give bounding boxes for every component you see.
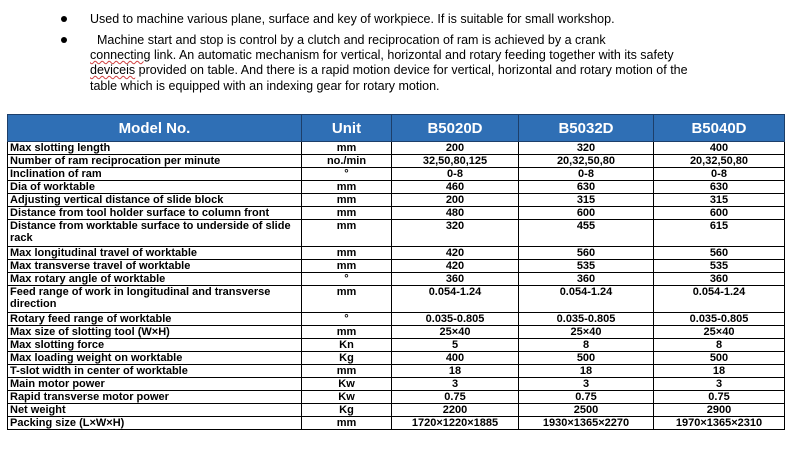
value-cell-b5040d: 8	[654, 339, 785, 352]
value-cell-b5020d: 5	[392, 339, 519, 352]
spec-name-cell: Max longitudinal travel of worktable	[8, 247, 302, 260]
spec-name-cell: Feed range of work in longitudinal and transverse direction	[8, 286, 302, 313]
spec-name-cell: T-slot width in center of worktable	[8, 365, 302, 378]
value-cell-b5032d: 320	[519, 142, 654, 155]
value-cell-b5020d: 360	[392, 273, 519, 286]
unit-cell: °	[302, 313, 392, 326]
spec-name-cell: Rotary feed range of worktable	[8, 313, 302, 326]
bullet-text-2-line-2	[90, 48, 674, 62]
table-row	[8, 352, 785, 365]
spec-name-cell: Distance from worktable surface to underside of slide rack	[8, 220, 302, 247]
value-cell-b5020d: 200	[392, 194, 519, 207]
value-cell-b5040d: 0.75	[654, 391, 785, 404]
value-cell-b5032d: 0.035-0.805	[519, 313, 654, 326]
spec-name-cell: Distance from tool holder surface to column front	[8, 207, 302, 220]
value-cell-b5040d: 3	[654, 378, 785, 391]
value-cell-b5040d: 315	[654, 194, 785, 207]
unit-cell: mm	[302, 326, 392, 339]
table-row	[8, 326, 785, 339]
spec-name-cell: Number of ram reciprocation per minute	[8, 155, 302, 168]
spec-name-cell: Max loading weight on worktable	[8, 352, 302, 365]
value-cell-b5032d: 360	[519, 273, 654, 286]
bullet-icon	[61, 37, 67, 43]
unit-cell: mm	[302, 365, 392, 378]
table-row	[8, 417, 785, 430]
header-b5020d: B5020D	[392, 115, 519, 142]
spec-name-cell: Inclination of ram	[8, 168, 302, 181]
value-cell-b5032d: 535	[519, 260, 654, 273]
spec-name-cell: Main motor power	[8, 378, 302, 391]
table-row	[8, 286, 785, 313]
bullet-text-2-line-1: Machine start and stop is control by a clutch and reciprocation of ram is achieved by a crank	[97, 33, 606, 47]
spec-table	[7, 114, 785, 430]
bullet-text-2-line-3-rest: provided on table. And there is a rapid motion device for vertical, horizontal and rotary motion of the	[135, 63, 688, 77]
table-row	[8, 181, 785, 194]
value-cell-b5040d: 600	[654, 207, 785, 220]
value-cell-b5040d: 0-8	[654, 168, 785, 181]
table-row	[8, 378, 785, 391]
header-b5032d: B5032D	[519, 115, 654, 142]
table-row	[8, 142, 785, 155]
unit-cell: mm	[302, 220, 392, 247]
value-cell-b5032d: 2500	[519, 404, 654, 417]
table-row	[8, 168, 785, 181]
spec-name-cell: Max size of slotting tool (W×H)	[8, 326, 302, 339]
table-row	[8, 207, 785, 220]
table-row	[8, 220, 785, 247]
value-cell-b5020d: 32,50,80,125	[392, 155, 519, 168]
bullet-text-2-line-3	[90, 63, 688, 77]
value-cell-b5032d: 3	[519, 378, 654, 391]
table-row	[8, 339, 785, 352]
spec-name-cell: Max rotary angle of worktable	[8, 273, 302, 286]
value-cell-b5040d: 0.035-0.805	[654, 313, 785, 326]
value-cell-b5032d: 1930×1365×2270	[519, 417, 654, 430]
value-cell-b5020d: 320	[392, 220, 519, 247]
table-row	[8, 273, 785, 286]
value-cell-b5040d: 560	[654, 247, 785, 260]
spec-name-cell: Dia of worktable	[8, 181, 302, 194]
spec-name-cell: Max slotting length	[8, 142, 302, 155]
value-cell-b5032d: 20,32,50,80	[519, 155, 654, 168]
unit-cell: mm	[302, 417, 392, 430]
value-cell-b5032d: 560	[519, 247, 654, 260]
table-row	[8, 365, 785, 378]
unit-cell: Kn	[302, 339, 392, 352]
unit-cell: no./min	[302, 155, 392, 168]
table-row	[8, 194, 785, 207]
value-cell-b5040d: 2900	[654, 404, 785, 417]
unit-cell: °	[302, 273, 392, 286]
value-cell-b5020d: 420	[392, 260, 519, 273]
value-cell-b5032d: 0-8	[519, 168, 654, 181]
header-unit: Unit	[302, 115, 392, 142]
value-cell-b5020d: 200	[392, 142, 519, 155]
value-cell-b5040d: 615	[654, 220, 785, 247]
unit-cell: mm	[302, 207, 392, 220]
value-cell-b5040d: 18	[654, 365, 785, 378]
value-cell-b5032d: 455	[519, 220, 654, 247]
unit-cell: mm	[302, 260, 392, 273]
value-cell-b5020d: 0.75	[392, 391, 519, 404]
spec-name-cell: Rapid transverse motor power	[8, 391, 302, 404]
table-row	[8, 404, 785, 417]
value-cell-b5020d: 18	[392, 365, 519, 378]
unit-cell: Kg	[302, 404, 392, 417]
table-row	[8, 260, 785, 273]
value-cell-b5040d: 360	[654, 273, 785, 286]
spec-name-cell: Packing size (L×W×H)	[8, 417, 302, 430]
header-b5040d: B5040D	[654, 115, 785, 142]
table-row	[8, 313, 785, 326]
spec-name-cell: Net weight	[8, 404, 302, 417]
value-cell-b5040d: 1970×1365×2310	[654, 417, 785, 430]
value-cell-b5032d: 0.75	[519, 391, 654, 404]
bullet-text-2-line-2-rest: link. An automatic mechanism for vertical, horizontal and rotary feeding together with its safety	[150, 48, 674, 62]
unit-cell: Kw	[302, 378, 392, 391]
value-cell-b5020d: 25×40	[392, 326, 519, 339]
bullet-text-2-line-4: table which is equipped with an indexing gear for rotary motion.	[90, 79, 440, 93]
table-header-row	[8, 115, 785, 142]
value-cell-b5040d: 0.054-1.24	[654, 286, 785, 313]
unit-cell: Kw	[302, 391, 392, 404]
header-model-no: Model No.	[8, 115, 302, 142]
value-cell-b5032d: 600	[519, 207, 654, 220]
value-cell-b5020d: 0.054-1.24	[392, 286, 519, 313]
value-cell-b5032d: 315	[519, 194, 654, 207]
bullet-text-1: Used to machine various plane, surface and key of workpiece. If is suitable for small workshop.	[90, 12, 615, 26]
value-cell-b5032d: 18	[519, 365, 654, 378]
value-cell-b5020d: 0-8	[392, 168, 519, 181]
table-row	[8, 155, 785, 168]
spell-flagged-word: deviceis	[90, 63, 136, 77]
value-cell-b5040d: 630	[654, 181, 785, 194]
spec-name-cell: Max transverse travel of worktable	[8, 260, 302, 273]
spell-flagged-word: connecting	[90, 48, 151, 62]
unit-cell: mm	[302, 247, 392, 260]
unit-cell: Kg	[302, 352, 392, 365]
value-cell-b5040d: 535	[654, 260, 785, 273]
unit-cell: mm	[302, 286, 392, 313]
value-cell-b5032d: 8	[519, 339, 654, 352]
value-cell-b5020d: 420	[392, 247, 519, 260]
unit-cell: mm	[302, 142, 392, 155]
value-cell-b5020d: 460	[392, 181, 519, 194]
spec-name-cell: Max slotting force	[8, 339, 302, 352]
table-row	[8, 247, 785, 260]
value-cell-b5032d: 630	[519, 181, 654, 194]
value-cell-b5032d: 0.054-1.24	[519, 286, 654, 313]
value-cell-b5020d: 0.035-0.805	[392, 313, 519, 326]
spec-name-cell: Adjusting vertical distance of slide block	[8, 194, 302, 207]
table-body	[8, 142, 785, 430]
value-cell-b5032d: 25×40	[519, 326, 654, 339]
value-cell-b5020d: 1720×1220×1885	[392, 417, 519, 430]
value-cell-b5040d: 20,32,50,80	[654, 155, 785, 168]
bullet-icon	[61, 16, 67, 22]
value-cell-b5020d: 2200	[392, 404, 519, 417]
value-cell-b5032d: 500	[519, 352, 654, 365]
value-cell-b5020d: 3	[392, 378, 519, 391]
table-row	[8, 391, 785, 404]
unit-cell: mm	[302, 181, 392, 194]
value-cell-b5020d: 480	[392, 207, 519, 220]
unit-cell: mm	[302, 194, 392, 207]
unit-cell: °	[302, 168, 392, 181]
value-cell-b5020d: 400	[392, 352, 519, 365]
value-cell-b5040d: 25×40	[654, 326, 785, 339]
value-cell-b5040d: 400	[654, 142, 785, 155]
value-cell-b5040d: 500	[654, 352, 785, 365]
